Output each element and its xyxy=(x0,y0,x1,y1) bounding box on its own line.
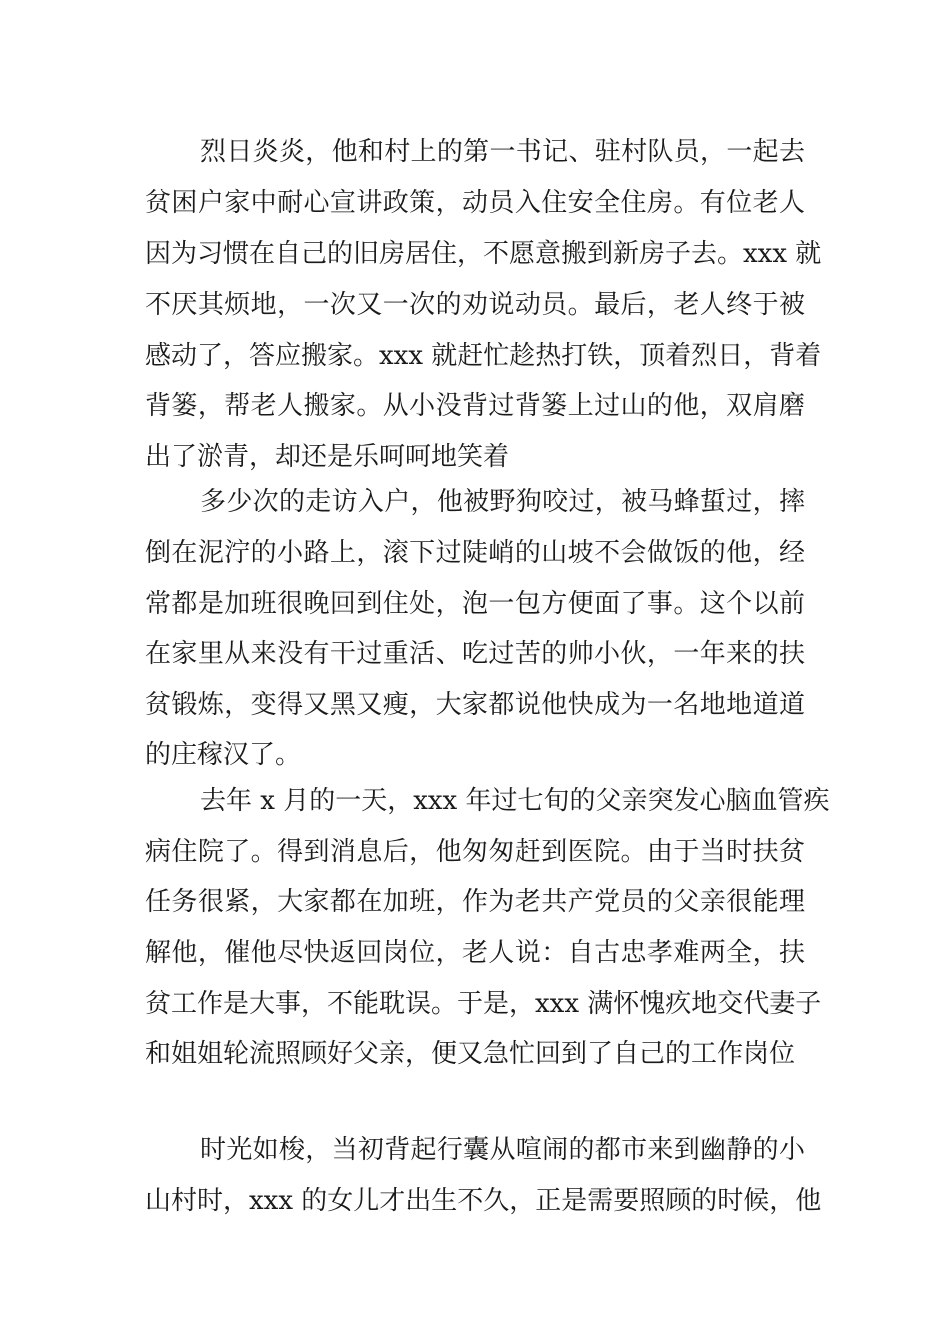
paragraph-2-line-5: 贫锻炼，变得又黑又瘦，大家都说他快成为一名地地道道 xyxy=(145,690,805,720)
paragraph-1-line-5: 感动了，答应搬家。xxx 就赶忙趁热打铁，顶着烈日，背着 xyxy=(145,341,822,371)
paragraph-2-line-1: 多少次的走访入户，他被野狗咬过，被马蜂蜇过，摔 xyxy=(200,487,805,517)
paragraph-3-line-1: 去年 x 月的一天，xxx 年过七旬的父亲突发心脑血管疾 xyxy=(200,786,830,816)
paragraph-1-line-6: 背篓，帮老人搬家。从小没背过背篓上过山的他，双肩磨 xyxy=(145,391,805,421)
paragraph-2-line-3: 常都是加班很晚回到住处，泡一包方便面了事。这个以前 xyxy=(145,589,805,619)
paragraph-3-line-5: 贫工作是大事，不能耽误。于是，xxx 满怀愧疚地交代妻子 xyxy=(145,989,822,1019)
paragraph-1-line-4: 不厌其烦地，一次又一次的劝说动员。最后，老人终于被 xyxy=(145,290,805,320)
paragraph-2-line-6: 的庄稼汉了。 xyxy=(145,740,302,770)
paragraph-2-line-4: 在家里从来没有干过重活、吃过苦的帅小伙，一年来的扶 xyxy=(145,639,805,669)
paragraph-1-line-3: 因为习惯在自己的旧房居住，不愿意搬到新房子去。xxx 就 xyxy=(145,239,822,269)
paragraph-3-line-3: 任务很紧，大家都在加班，作为老共产党员的父亲很能理 xyxy=(145,887,805,917)
paragraph-3-line-6: 和姐姐轮流照顾好父亲，便又急忙回到了自己的工作岗位 xyxy=(145,1039,796,1069)
paragraph-2-line-2: 倒在泥泞的小路上，滚下过陡峭的山坡不会做饭的他，经 xyxy=(145,538,805,568)
paragraph-3-line-4: 解他，催他尽快返回岗位，老人说：自古忠孝难两全，扶 xyxy=(145,938,805,968)
paragraph-3-line-2: 病住院了。得到消息后，他匆匆赶到医院。由于当时扶贫 xyxy=(145,837,805,867)
paragraph-4-line-1: 时光如梭，当初背起行囊从喧闹的都市来到幽静的小 xyxy=(200,1135,805,1165)
paragraph-1-line-1: 烈日炎炎，他和村上的第一书记、驻村队员，一起去 xyxy=(200,137,805,167)
paragraph-1-line-2: 贫困户家中耐心宣讲政策，动员入住安全住房。有位老人 xyxy=(145,188,805,218)
paragraph-4-line-2: 山村时，xxx 的女儿才出生不久，正是需要照顾的时候，他 xyxy=(145,1186,822,1216)
paragraph-1-line-7: 出了淤青，却还是乐呵呵地笑着 xyxy=(145,442,510,472)
